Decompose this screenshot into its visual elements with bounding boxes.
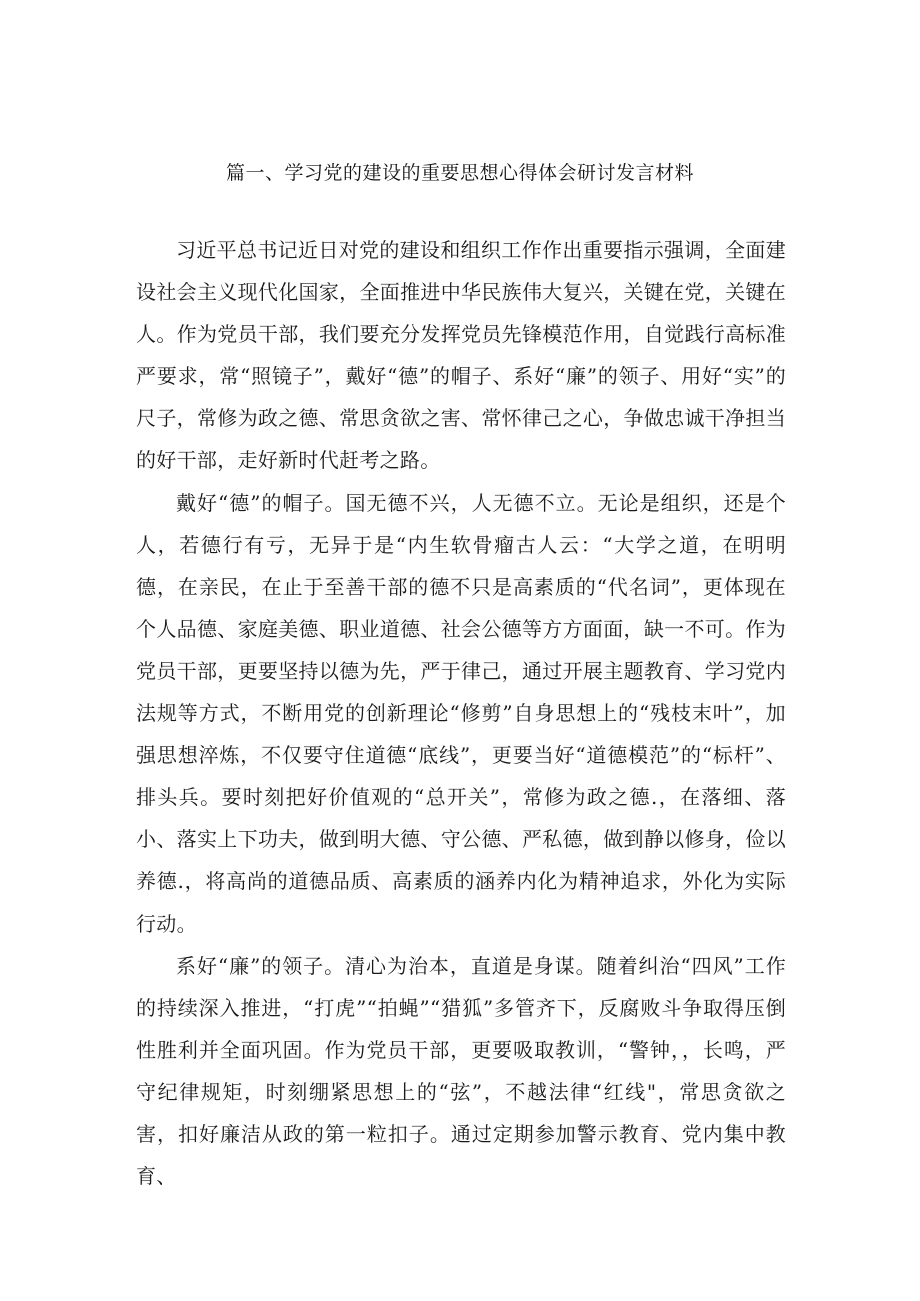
paragraph-integrity: 系好“廉”的领子。清心为治本，直道是身谋。随着纠治“四风”工作的持续深入推进，“打虎”“拍蝇”“猎狐”多管齐下，反腐败斗争取得压倒性胜利并全面巩固。作为党员干部，更要吸取教训，“警钟，，长鸣，严守纪律规矩，时刻绷紧思想上的“弦”，不越法律“红线"，常思贪欲之害，扣好廉洁从政的第一粒扣子。通过定期参加警示教育、党内集中教育、 [136,953,786,1189]
paragraph-intro: 习近平总书记近日对党的建设和组织工作作出重要指示强调，全面建设社会主义现代化国家，全面推进中华民族伟大复兴，关键在党，关键在人。作为党员干部，我们要充分发挥党员先锋模范作用，自觉践行高标准严要求，常“照镜子”，戴好“德”的帽子、系好“廉”的领子、用好“实”的尺子，常修为政之德、常思贪欲之害、常怀律己之心，争做忠诚干净担当的好干部，走好新时代赶考之路。 [136,238,786,473]
document-title: 篇一、学习党的建设的重要思想心得体会研讨发言材料 [225,162,694,184]
paragraph-virtue: 戴好“德”的帽子。国无德不兴，人无德不立。无论是组织，还是个人，若德行有亏，无异于是“内生软骨瘤古人云：“大学之道，在明明德，在亲民，在止于至善干部的德不只是高素质的“代名词”，更体现在个人品德、家庭美德、职业道德、社会公德等方方面面，缺一不可。作为党员干部，更要坚持以德为先，严于律己，通过开展主题教育、学习党内法规等方式，不断用党的创新理论“修剪”自身思想上的“残枝末叶”，加强思想淬炼，不仅要守住道德“底线”，更要当好“道德模范”的“标杆”、排头兵。要时刻把好价值观的“总开关”，常修为政之德.，在落细、落小、落实上下功夫，做到明大德、守公德、严私德，做到静以修身，俭以养德.，将高尚的道德品质、高素质的涵养内化为精神追求，外化为实际行动。 [136,490,786,936]
document-body [136,229,786,1197]
